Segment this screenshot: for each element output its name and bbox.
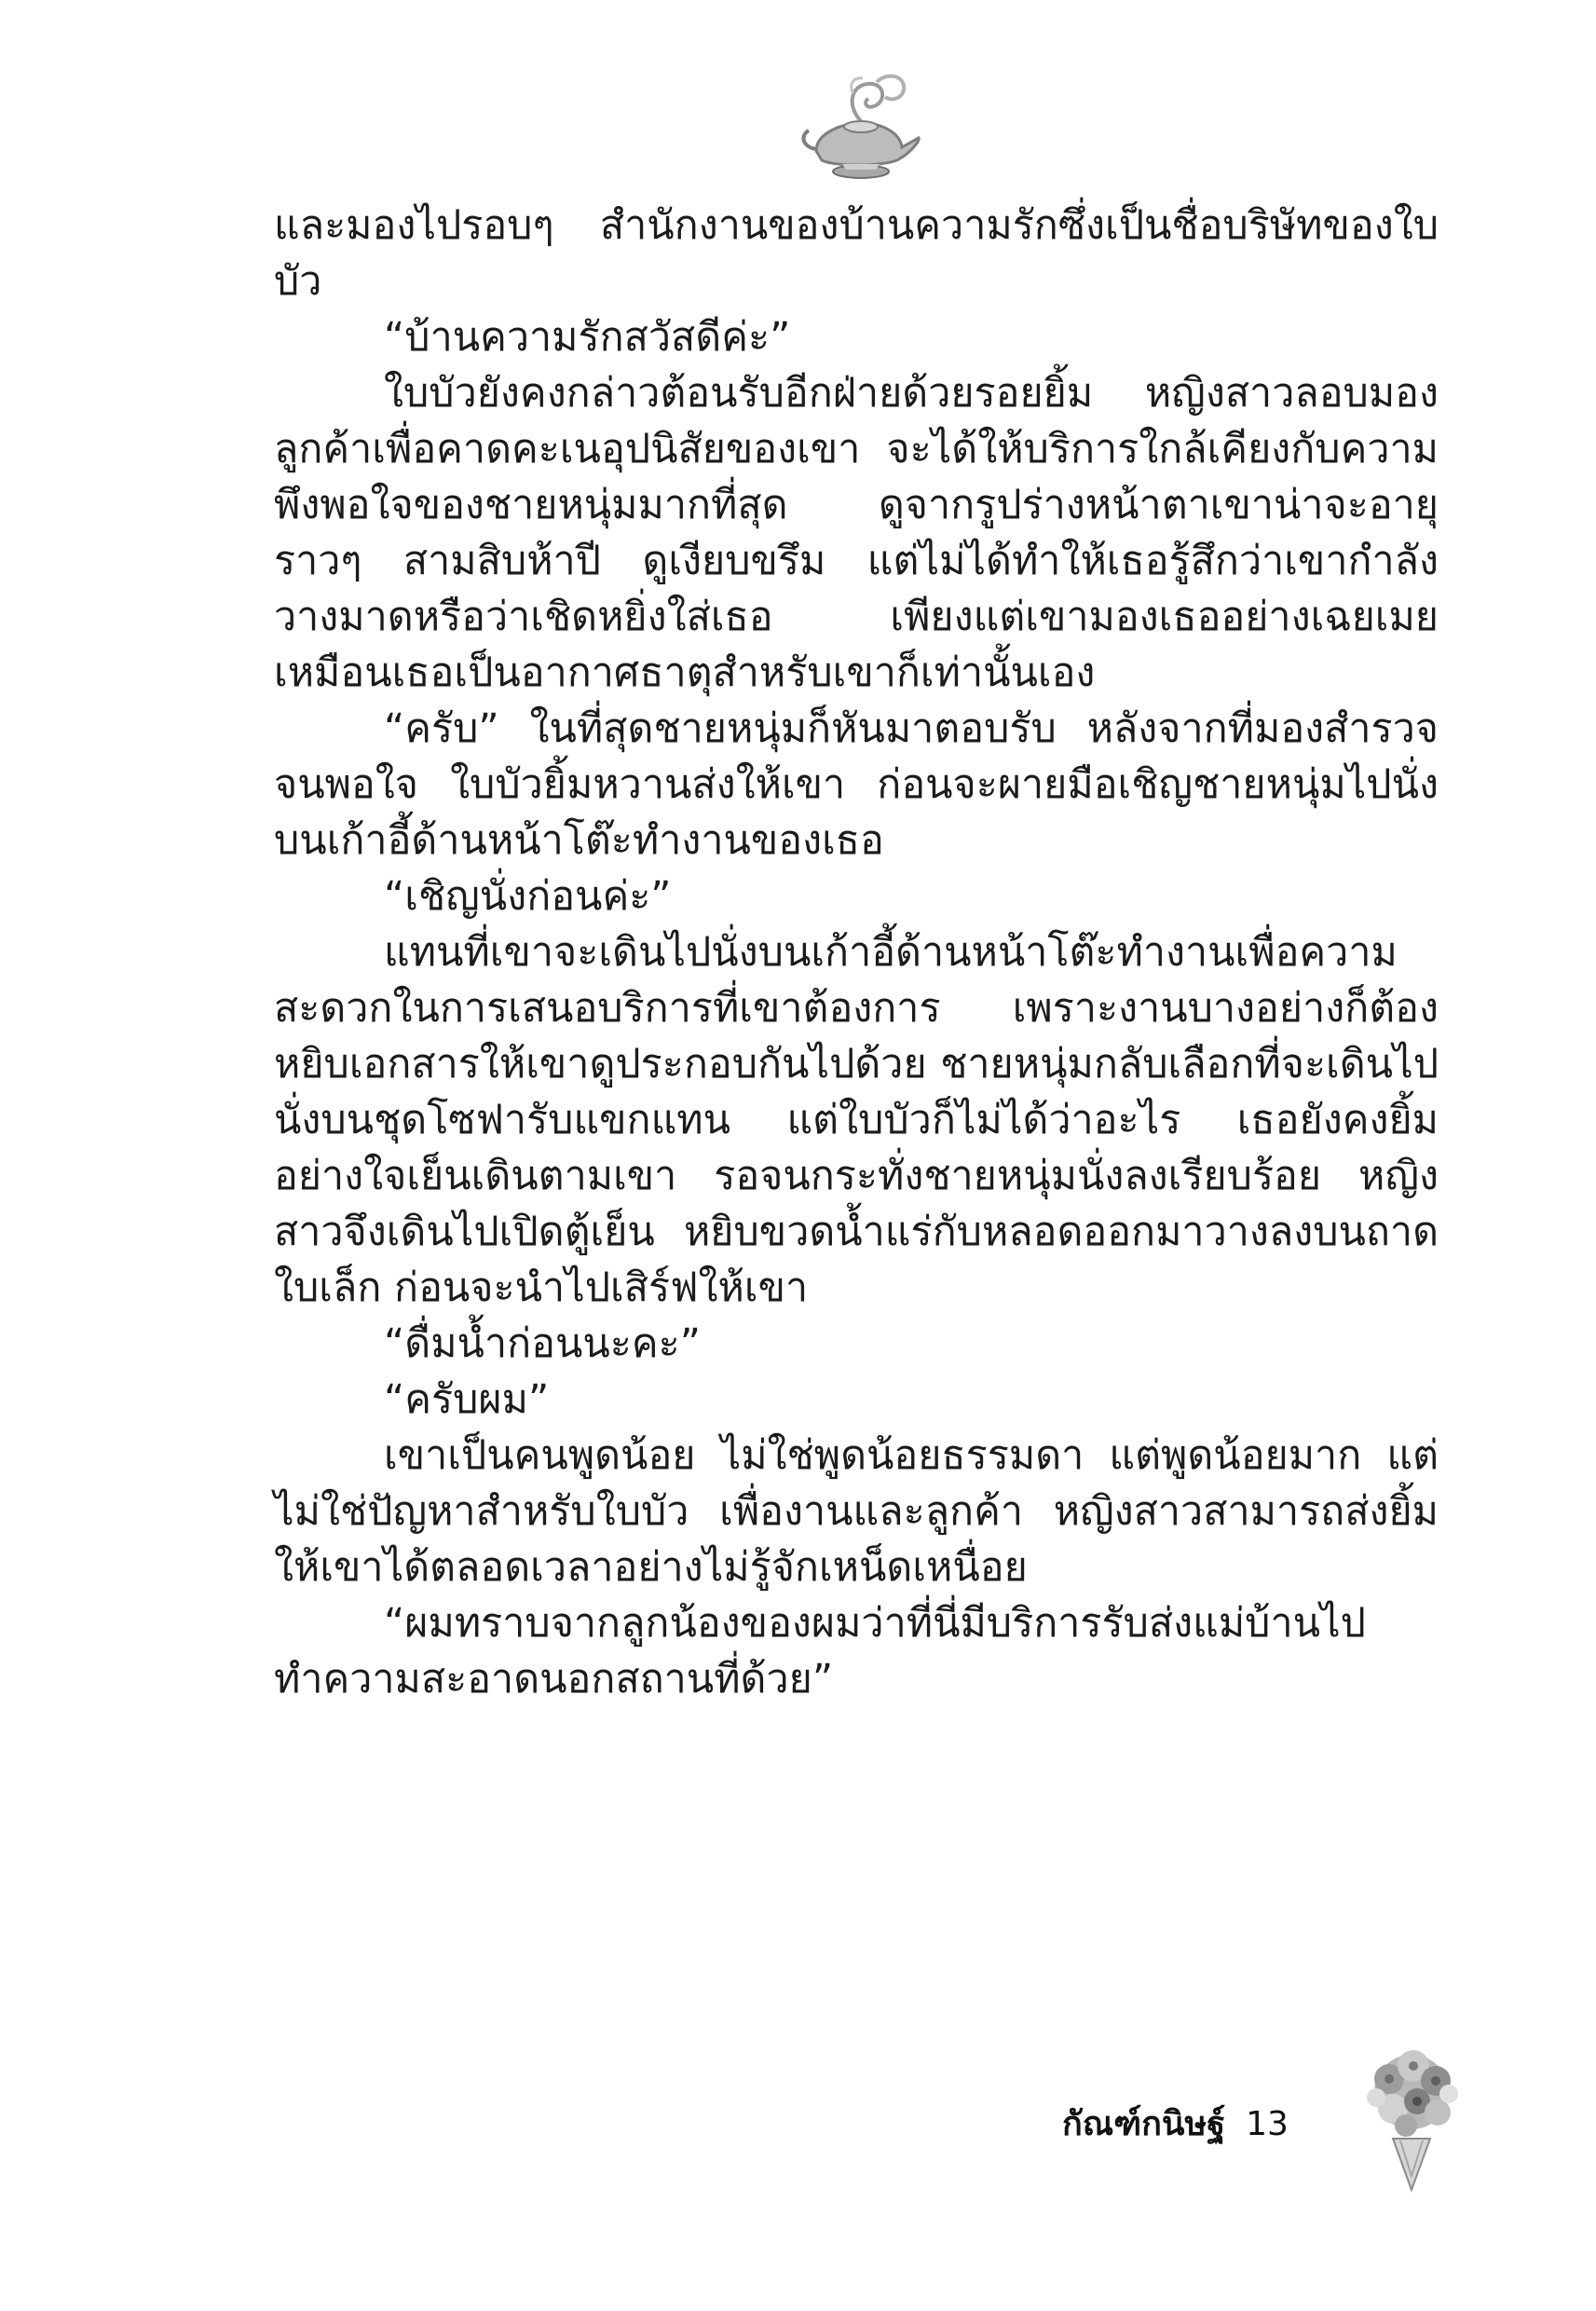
paragraph: แทนที่เขาจะเดินไปนั่งบนเก้าอี้ด้านหน้าโต๊ะทำงานเพื่อความสะดวกในการเสนอบริการที่เขาต้องการ เพราะงานบางอย่างก็ต้องหยิบเอกสารให้เขาดูประกอบกันไปด้วย ชายหนุ่มกลับเลือกที่จะเดินไปนั่งบนชุดโซฟารับแขกแทน แต่ใบบัวก็ไม่ได้ว่าอะไร เธอยังคงยิ้มอย่างใจเย็นเดินตามเขา รอจนกระทั่งชายหนุ่มนั่งลงเรียบร้อย หญิงสาวจึงเดินไปเปิดตู้เย็น หยิบขวดน้ำแร่กับหลอดออกมาวางลงบนถาดใบเล็ก ก่อนจะนำไปเสิร์ฟให้เขา bbox=[274, 929, 1439, 1311]
author-name: กัณฑ์กนิษฐ์ bbox=[1062, 2105, 1226, 2143]
paragraph: และมองไปรอบๆ สำนักงานของบ้านความรักซึ่งเป็นชื่อบริษัทของใบบัว bbox=[274, 202, 1439, 305]
genie-lamp-icon bbox=[788, 65, 928, 186]
paragraph: ใบบัวยังคงกล่าวต้อนรับอีกฝ่ายด้วยรอยยิ้ม หญิงสาวลอบมองลูกค้าเพื่อคาดคะเนอุปนิสัยของเขา จะได้ให้บริการใกล้เคียงกับความพึงพอใจของชายหนุ่มมากที่สุด ดูจากรูปร่างหน้าตาเขาน่าจะอายุราวๆ สามสิบห้าปี ดูเงียบขรึม แต่ไม่ได้ทำให้เธอรู้สึกว่าเขากำลังวางมาดหรือว่าเชิดหยิ่งใส่เธอ เพียงแต่เขามองเธออย่างเฉยเมย เหมือนเธอเป็นอากาศธาตุสำหรับเขาก็เท่านั้นเอง bbox=[274, 370, 1439, 696]
paragraph: “ผมทราบจากลูกน้องของผมว่าที่นี่มีบริการรับส่งแม่บ้านไปทำความสะอาดนอกสถานที่ด้วย” bbox=[274, 1600, 1366, 1702]
flower-bouquet-icon bbox=[1356, 2036, 1467, 2195]
paragraph: เขาเป็นคนพูดน้อย ไม่ใช่พูดน้อยธรรมดา แต่พูดน้อยมาก แต่ไม่ใช่ปัญหาสำหรับใบบัว เพื่องานและลูกค้า หญิงสาวสามารถส่งยิ้มให้เขาได้ตลอดเวลาอย่างไม่รู้จักเหน็ดเหนื่อย bbox=[274, 1432, 1439, 1591]
paragraph: “ครับผม” bbox=[384, 1376, 550, 1423]
paragraph: “เชิญนั่งก่อนค่ะ” bbox=[384, 873, 672, 920]
page-footer bbox=[1062, 2097, 1289, 2150]
paragraph: “บ้านความรักสวัสดีค่ะ” bbox=[384, 314, 791, 361]
paragraph: “ครับ” ในที่สุดชายหนุ่มก็หันมาตอบรับ หลังจากที่มองสำรวจจนพอใจ ใบบัวยิ้มหวานส่งให้เขา ก่อนจะผายมือเชิญชายหนุ่มไปนั่งบนเก้าอี้ด้านหน้าโต๊ะทำงานของเธอ bbox=[274, 705, 1439, 864]
body-text bbox=[274, 198, 1439, 1707]
page-number: 13 bbox=[1246, 2105, 1289, 2143]
paragraph: “ดื่มน้ำก่อนนะคะ” bbox=[384, 1320, 701, 1367]
